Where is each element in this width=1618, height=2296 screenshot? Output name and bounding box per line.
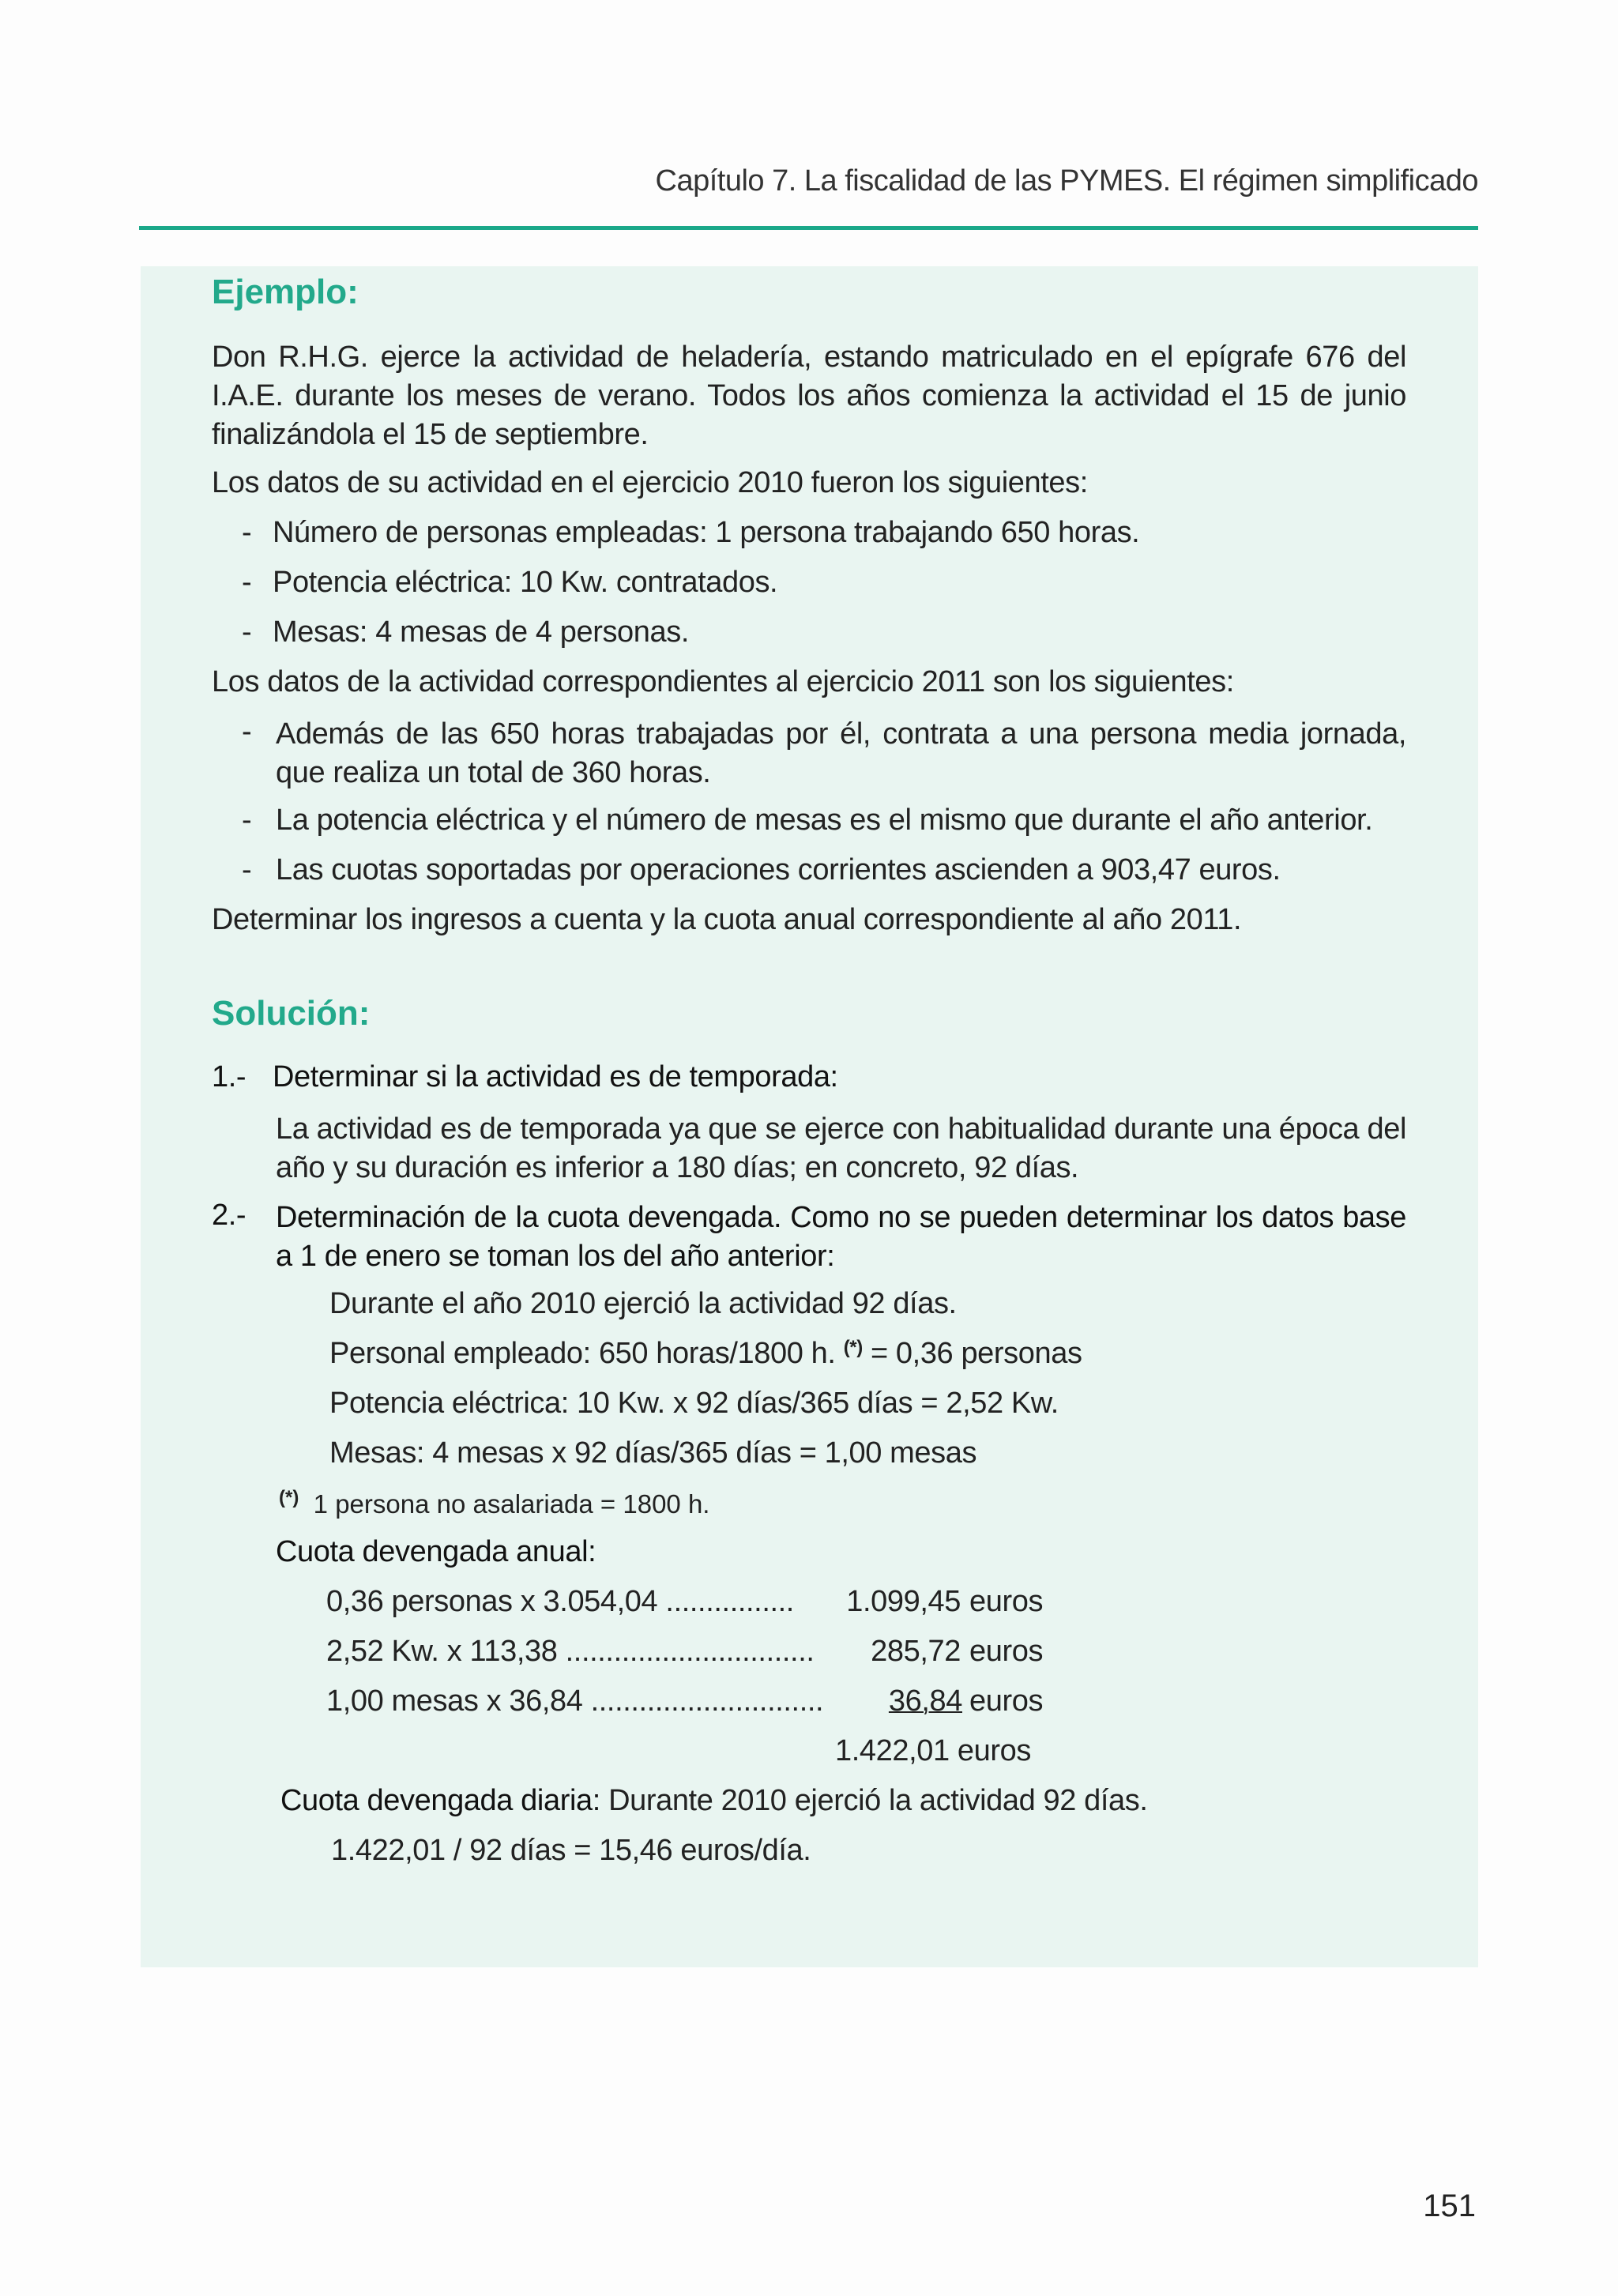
daily-line: [280, 1784, 1147, 1818]
list-bullet: -: [242, 853, 252, 886]
footnote: [279, 1487, 709, 1519]
annual-row-unit: euros: [969, 1635, 1044, 1668]
daily-calc: 1.422,01 / 92 días = 15,46 euros/día.: [331, 1834, 811, 1867]
header-rule: [139, 226, 1478, 230]
daily-text: Durante 2010 ejerció la actividad 92 días.: [608, 1784, 1148, 1817]
list-bullet: -: [242, 715, 252, 748]
step1-text: La actividad es de temporada ya que se ejerce con habitualidad durante una época del año y su duración es inferior a 180 días; en concreto, 92 días.: [276, 1112, 1406, 1184]
data-2010-lead: Los datos de su actividad en el ejercicio 2010 fueron los siguientes:: [212, 466, 1088, 499]
annual-row-amount: 285,72: [871, 1635, 961, 1668]
example-intro: Don R.H.G. ejerce la actividad de heladería, estando matriculado en el epígrafe 676 del I.A.E. durante los meses de verano. Todos los años comienza la actividad el 15 de junio finalizándola el 15 de septiembre.: [212, 341, 1406, 451]
step1-number: 1.-: [212, 1060, 246, 1093]
step2-title: Determinación de la cuota devengada. Como no se pueden determinar los datos base a 1 de enero se toman los del año anterior:: [276, 1201, 1406, 1273]
step2-line-result: = 0,36 personas: [870, 1337, 1082, 1370]
list-item: Mesas: 4 mesas de 4 personas.: [273, 615, 690, 649]
list-bullet: -: [242, 516, 252, 549]
running-header: Capítulo 7. La fiscalidad de las PYMES. El régimen simplificado: [655, 164, 1478, 198]
step2-number: 2.-: [212, 1199, 246, 1232]
annual-row-amount: 36,84: [888, 1684, 962, 1718]
list-bullet: -: [242, 566, 252, 599]
annual-row-label: 0,36 personas x 3.054,04 ................: [326, 1585, 794, 1618]
daily-title: Cuota devengada diaria:: [280, 1784, 600, 1817]
list-item: Además de las 650 horas trabajadas por él, contrata a una persona media jornada, que realiza un total de 360 horas.: [276, 717, 1406, 789]
list-item: Número de personas empleadas: 1 persona trabajando 650 horas.: [273, 516, 1140, 549]
note-mark: (*): [843, 1337, 863, 1358]
note-mark: (*): [279, 1487, 299, 1508]
annual-row-label: 1,00 mesas x 36,84 .............................: [326, 1684, 824, 1718]
step2-line-text: Personal empleado: 650 horas/1800 h.: [329, 1337, 836, 1370]
page-number: 151: [1423, 2189, 1476, 2223]
annual-row-unit: euros: [969, 1684, 1044, 1718]
example-heading: Ejemplo:: [212, 273, 359, 311]
list-bullet: -: [242, 804, 252, 837]
footnote-text: 1 persona no asalariada = 1800 h.: [313, 1489, 710, 1519]
example-question: Determinar los ingresos a cuenta y la cuota anual correspondiente al año 2011.: [212, 903, 1242, 936]
annual-row-unit: euros: [969, 1585, 1044, 1618]
list-item: La potencia eléctrica y el número de mesas es el mismo que durante el año anterior.: [276, 804, 1373, 837]
list-bullet: -: [242, 615, 252, 649]
data-2011-lead: Los datos de la actividad correspondientes al ejercicio 2011 son los siguientes:: [212, 665, 1234, 698]
annual-row-amount-underlined: [852, 1684, 962, 1718]
step2-line: Durante el año 2010 ejerció la actividad 92 días.: [329, 1287, 957, 1320]
annual-row-label: 2,52 Kw. x 113,38 ...............................: [326, 1635, 815, 1668]
step2-line: Mesas: 4 mesas x 92 días/365 días = 1,00 mesas: [329, 1436, 977, 1470]
solution-heading: Solución:: [212, 994, 371, 1033]
step2-line-personal: [329, 1337, 1082, 1371]
step1-title: Determinar si la actividad es de temporada:: [273, 1060, 838, 1093]
annual-row-amount: 1.099,45: [846, 1585, 961, 1618]
step2-line: Potencia eléctrica: 10 Kw. x 92 días/365 días = 2,52 Kw.: [329, 1387, 1059, 1420]
list-item: Potencia eléctrica: 10 Kw. contratados.: [273, 566, 778, 599]
list-item: Las cuotas soportadas por operaciones corrientes ascienden a 903,47 euros.: [276, 853, 1281, 886]
annual-total: 1.422,01 euros: [835, 1734, 1031, 1767]
annual-title: Cuota devengada anual:: [276, 1535, 596, 1568]
